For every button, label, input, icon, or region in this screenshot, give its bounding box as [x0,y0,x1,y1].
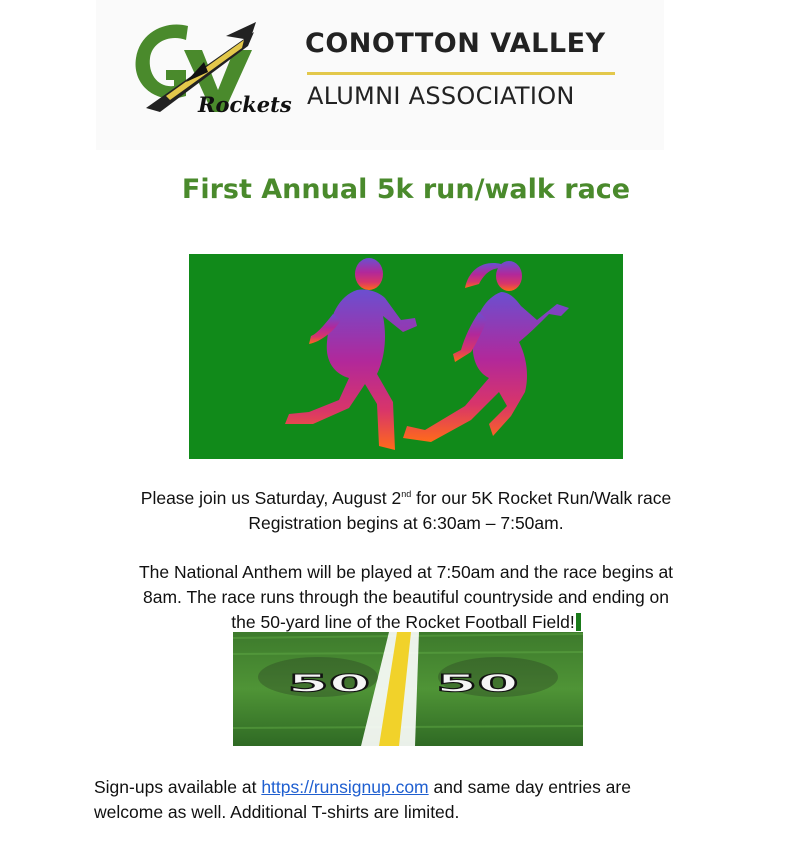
text-cursor [576,613,581,631]
page-title: First Annual 5k run/walk race [181,174,631,205]
signup-prefix: Sign-ups available at [94,777,262,797]
runners-image [189,254,623,459]
organization-name: CONOTTON VALLEY [305,28,606,59]
date-ordinal-suffix: nd [401,489,412,499]
football-field-image [233,632,583,746]
signup-info [94,775,734,825]
signup-suffix: and same day entries are [428,777,631,797]
logo-script-word: Rockets [198,92,292,117]
organization-subtitle: ALUMNI ASSOCIATION [307,82,575,110]
signup-note: welcome as well. Additional T-shirts are limited. [94,802,460,822]
yard-number-label-right: 50 [436,668,519,698]
details-line-3: the 50-yard line of the Rocket Football Field! [231,612,575,632]
event-details [60,560,752,635]
details-line-1: The National Anthem will be played at 7:50am and the race begins at [138,562,674,582]
registration-time: Registration begins at 6:30am – 7:50am. [248,512,564,533]
event-intro [60,482,752,536]
signup-link[interactable]: https://runsignup.com [261,777,429,797]
details-line-2: 8am. The race runs through the beautiful countryside and ending on [143,587,669,607]
yard-number-label: 50 [287,668,371,698]
logo-divider [307,72,615,75]
intro-race-text: for our 5K Rocket Run/Walk race [411,487,672,508]
intro-date-text: Please join us Saturday, August 2 [140,487,402,508]
